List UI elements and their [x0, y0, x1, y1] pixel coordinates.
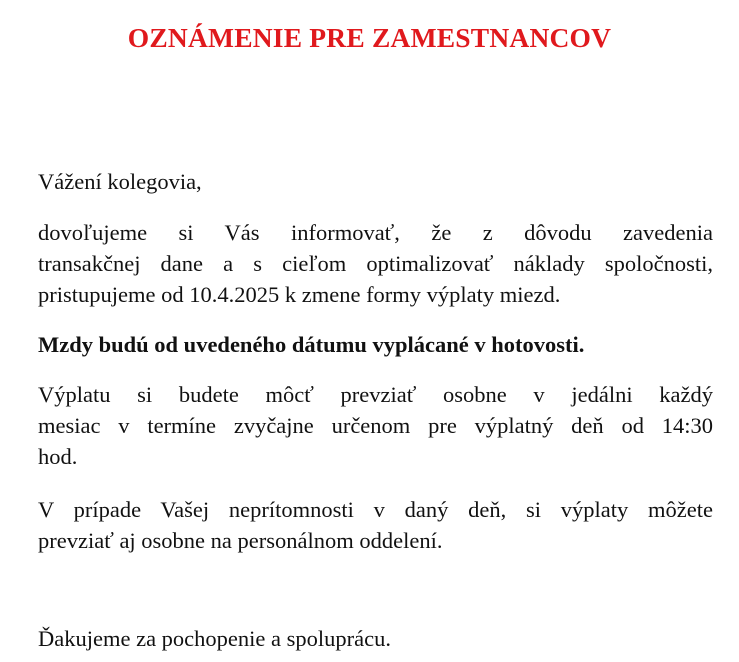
paragraph-line: mesiac v termíne zvyčajne určenom pre výplatný deň od 14:30: [38, 413, 713, 438]
paragraph-line: dovoľujeme si Vás informovať, že z dôvodu zavedenia: [38, 220, 713, 245]
greeting: Vážení kolegovia,: [38, 169, 202, 194]
paragraph-line: V prípade Vašej neprítomnosti v daný deň, si výplaty môžete: [38, 497, 713, 522]
paragraph-line: transakčnej dane a s cieľom optimalizovať náklady spoločnosti,: [38, 251, 713, 276]
paragraph-payment-change: [38, 217, 713, 310]
paragraph-line: prevziať aj osobne na personálnom oddelení.: [38, 528, 443, 553]
paragraph-pickup-info: [38, 379, 713, 472]
paragraph-line: pristupujeme od 10.4.2025 k zmene formy výplaty miezd.: [38, 282, 561, 307]
paragraph-absence-info: [38, 494, 713, 556]
highlight-cash-payment: Mzdy budú od uvedeného dátumu vyplácané v hotovosti.: [38, 332, 585, 357]
notice-title: OZNÁMENIE PRE ZAMESTNANCOV: [127, 22, 612, 53]
paragraph-line: hod.: [38, 444, 78, 469]
closing-thanks: Ďakujeme za pochopenie a spoluprácu.: [38, 626, 391, 651]
paragraph-line: Výplatu si budete môcť prevziať osobne v jedálni každý: [38, 382, 713, 407]
